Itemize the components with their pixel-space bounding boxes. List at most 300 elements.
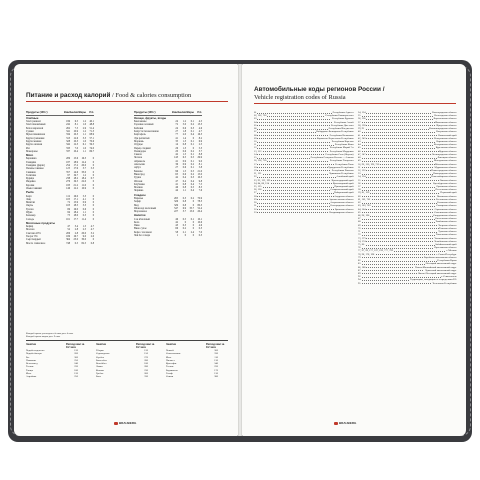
region-code: 83: [358, 262, 361, 266]
food-value: 0.1: [190, 159, 194, 163]
food-name: Вино сухое: [134, 227, 147, 231]
food-value: 15.6: [73, 157, 78, 161]
food-name: Груша: [134, 176, 142, 180]
region-code: 56: [358, 181, 361, 185]
region-code: 03: [254, 117, 257, 121]
food-value: 10.9: [73, 130, 78, 134]
food-value: 10.4: [73, 149, 78, 153]
region-code: 17: [254, 162, 257, 166]
exercise-name: Коньки: [96, 368, 104, 372]
food-name: Чай без сахара: [134, 234, 151, 238]
food-value: 18.4: [73, 210, 78, 214]
food-value: 41: [175, 159, 178, 163]
food-value: 5.8: [198, 166, 202, 170]
region-name: Амурская область: [334, 194, 354, 198]
food-value: 72: [67, 201, 70, 205]
region-code: 42, 142: [358, 136, 366, 140]
food-name: Щука: [26, 210, 33, 214]
calorie-note-fats: Каждый грамм жиров дает 9 ккал: [26, 335, 61, 339]
section-divider: [26, 340, 228, 341]
food-value: 334: [66, 133, 70, 137]
calorie-note: [26, 332, 73, 338]
exercise-kcal: 230: [144, 368, 148, 372]
region-code: 64, 164: [358, 207, 366, 211]
food-value: 1.5: [182, 169, 186, 173]
exercise-name: Теннис: [166, 365, 174, 369]
food-value: 2.0: [90, 234, 94, 238]
food-name: Творог 9%: [26, 234, 38, 238]
region-name: г. Севастополь: [441, 275, 457, 279]
food-value: 0: [92, 210, 94, 214]
food-value: 341: [66, 130, 70, 134]
region-code: 46: [358, 149, 361, 153]
region-name: Кабардино-Балкарская Республика: [316, 130, 354, 134]
food-value: 8.2: [198, 136, 202, 140]
food-name: Печень говяжья: [26, 167, 44, 171]
food-value: 6.1: [82, 143, 86, 147]
food-name: Малина: [134, 186, 143, 190]
table-row: [26, 187, 94, 190]
food-name: Сушки: [26, 130, 34, 134]
food-value: 0.3: [82, 214, 86, 218]
region-name: Костромская область: [434, 143, 457, 147]
region-name: Челябинская область: [434, 239, 457, 243]
exercise-kcal: 120: [144, 349, 148, 352]
food-value: 1.3: [182, 139, 186, 143]
food-value: 78.3: [197, 200, 202, 204]
title-ru-right: Автомобильные коды регионов России: [254, 86, 381, 93]
region-name: Магаданская область: [433, 159, 457, 163]
table-row: [26, 242, 94, 245]
region-code: 13, 113: [254, 149, 262, 153]
food-value: 23.0: [73, 238, 78, 242]
food-value: 65: [175, 172, 178, 176]
food-value: 8.8: [198, 153, 202, 157]
region-name: Еврейская автономная область: [423, 255, 457, 259]
region-code: 37: [358, 120, 361, 124]
food-name: Сметана 20%: [26, 231, 41, 235]
food-name: Индейка: [26, 180, 36, 184]
exercise-name: Садоводство: [96, 352, 110, 356]
food-name: Зефир: [134, 200, 141, 204]
food-name: Абрикосы: [134, 159, 146, 163]
exercise-kcal: 300: [214, 349, 218, 352]
food-value: 43: [175, 224, 178, 228]
region-code: 38, 138: [358, 123, 366, 127]
food-value: 35: [175, 139, 178, 143]
food-value: 242: [66, 123, 70, 127]
food-name: Клубника: [134, 182, 145, 186]
region-code: 74, 174: [358, 239, 366, 243]
region-code: 27: [254, 191, 257, 195]
exercise-kcal: 250: [74, 375, 78, 379]
region-code: 71: [358, 230, 361, 234]
exercise-header-kcal: Расход ккал за 1/2 часа: [206, 343, 225, 349]
region-name: Чувашская Республика: [328, 172, 354, 176]
region-code: 66, 96, 196: [358, 214, 370, 217]
exercise-name: Гребля: [96, 372, 104, 376]
region-name: Калужская область: [436, 130, 457, 134]
food-value: 0.5: [190, 156, 194, 160]
food-value: 13.3: [197, 123, 202, 127]
food-value: 2.1: [182, 230, 186, 234]
exercise-name: Йога: [26, 372, 32, 376]
exercise-kcal: 270: [144, 355, 148, 359]
food-value: 6.9: [182, 206, 186, 210]
food-name: Бананы: [134, 169, 143, 173]
region-code: 69: [358, 223, 361, 227]
food-value: 3.4: [74, 225, 78, 229]
region-name: Республика Калмыкия: [329, 133, 354, 137]
food-value: 0.6: [182, 149, 186, 153]
food-value: 199: [66, 120, 70, 124]
region-code: 36, 136: [358, 117, 366, 121]
exercise-table-column-3: [166, 343, 226, 379]
food-value: 0.1: [190, 120, 194, 124]
region-name: Новгородская область: [433, 172, 457, 176]
food-value: 10.3: [197, 176, 202, 180]
food-value: 2.5: [198, 143, 202, 147]
food-name: Черника: [134, 189, 144, 193]
region-code: 33: [254, 210, 257, 214]
food-value: 0.5: [190, 169, 194, 173]
food-value: 0.1: [190, 139, 194, 143]
region-name: Ненецкий автономный округ: [425, 262, 457, 266]
food-value: 6.5: [74, 120, 78, 124]
region-code: 68: [358, 220, 361, 224]
food-value: 17.2: [73, 163, 78, 167]
food-value: 0: [92, 187, 94, 191]
region-name: Псковская область: [436, 194, 457, 198]
table-header-cell: Ккал: [172, 111, 178, 114]
region-name: Кемеровская область: [434, 136, 457, 140]
region-name: Владимирская область: [329, 210, 354, 214]
food-value: 10.6: [197, 220, 202, 224]
food-value: 2.5: [82, 228, 86, 232]
region-name: Республика Бурятия: [331, 117, 354, 121]
food-value: 16.7: [73, 234, 78, 238]
region-name: Республика Адыгея: [332, 111, 354, 114]
food-table-column-2: [134, 110, 202, 237]
food-name: Масло сливочное: [26, 241, 46, 245]
food-value: 21.0: [197, 169, 202, 173]
region-name: Воронежская область: [433, 117, 457, 121]
region-name: Республика Карелия: [331, 139, 354, 143]
food-value: 0.2: [190, 163, 194, 167]
exercise-name: Бадминтон: [166, 368, 178, 372]
exercise-header-kcal: Расход ккал за 1/2 часа: [66, 343, 85, 349]
region-code: 23, 93, 123, 193: [254, 178, 271, 182]
region-name: г. Санкт-Петербург: [436, 252, 457, 256]
exercise-kcal: 180: [144, 362, 148, 366]
food-value: 1.5: [182, 153, 186, 157]
exercise-name: Пилатес: [166, 358, 175, 362]
food-value: 0.2: [190, 149, 194, 153]
food-value: 209: [66, 157, 70, 161]
food-value: 18.5: [73, 204, 78, 208]
food-name: Капуста белокочанная: [134, 130, 159, 134]
food-name: Варенье: [134, 196, 144, 200]
food-value: 69: [67, 207, 70, 211]
food-value: 16.0: [73, 207, 78, 211]
food-value: 4.7: [90, 228, 94, 232]
table-row: [134, 234, 202, 237]
food-value: 0.3: [198, 234, 202, 238]
region-code: 07: [254, 130, 257, 134]
food-value: 0.4: [182, 176, 186, 180]
region-name: Хабаровский край: [334, 191, 354, 195]
table-header-cell: Угл.: [197, 111, 202, 114]
food-value: 227: [174, 210, 178, 214]
food-value: 547: [174, 206, 178, 210]
food-value: 0: [192, 146, 194, 150]
food-value: 0: [192, 224, 194, 228]
food-value: 17.1: [73, 197, 78, 201]
food-value: 333: [66, 146, 70, 150]
food-value: 342: [66, 143, 70, 147]
food-value: 1.2: [82, 120, 86, 124]
food-value: 17.7: [73, 217, 78, 221]
food-name: Крупа манная: [26, 139, 42, 143]
food-value: 103: [66, 204, 70, 208]
exercise-kcal: 150: [144, 352, 148, 356]
food-value: 0: [192, 234, 194, 238]
food-name: Апельсин: [134, 163, 145, 167]
food-name: Пиво: [134, 224, 140, 228]
table-header-cell: Белки: [70, 111, 78, 114]
exercise-name: Уборка: [96, 349, 104, 352]
region-code: 31: [254, 204, 257, 208]
food-value: 18.0: [73, 214, 78, 218]
table-section-title: Хлебные: [26, 116, 39, 120]
region-code: 53: [358, 172, 361, 176]
brand-name: BRAUBERG: [119, 421, 137, 425]
exercise-table-column-2: [96, 343, 156, 379]
region-name: Республика Марий Эл: [329, 146, 354, 150]
food-value: 143: [174, 156, 178, 160]
food-name: Арбуз: [134, 166, 141, 170]
region-code: 02, 102, 702: [254, 114, 267, 118]
food-value: 0.1: [190, 143, 194, 147]
food-value: 41: [175, 182, 178, 186]
title-separator: /: [110, 92, 116, 99]
region-name: Тюменская область: [435, 233, 457, 237]
region-name: Ямало-Ненецкий автономный округ: [417, 271, 457, 275]
food-value: 0.6: [182, 166, 186, 170]
food-name: Хлеб ржаной: [26, 120, 41, 124]
food-value: 74.0: [89, 146, 94, 150]
region-code: 45: [358, 146, 361, 150]
food-value: 36: [175, 163, 178, 167]
food-value: 9.8: [198, 179, 202, 183]
food-name: Баклажаны: [134, 120, 147, 124]
exercise-kcal: 280: [144, 358, 148, 362]
page-title: [26, 92, 191, 100]
food-value: 4.1: [82, 197, 86, 201]
food-value: 59.5: [89, 143, 94, 147]
exercise-name: Теннис: [26, 365, 34, 369]
food-value: 11.4: [81, 217, 86, 221]
food-value: 12.6: [73, 136, 78, 140]
food-value: 84: [67, 210, 70, 214]
food-table-column-1: [26, 110, 94, 245]
food-value: 7.6: [198, 189, 202, 193]
food-name: Свинина: [26, 170, 36, 174]
food-value: 0: [92, 204, 94, 208]
food-value: 9.0: [198, 159, 202, 163]
food-value: 0.6: [182, 172, 186, 176]
food-value: 1.0: [82, 123, 86, 127]
exercise-header-kcal: Расход ккал за 1/2 часа: [136, 343, 155, 349]
region-name: Республика Башкортостан: [325, 114, 354, 118]
food-value: 42: [175, 153, 178, 157]
exercise-kcal: 330: [144, 375, 148, 379]
food-name: Сок яблочный: [134, 217, 150, 221]
food-value: 18.4: [81, 177, 86, 181]
food-name: Мед: [134, 203, 139, 207]
food-value: 0.4: [190, 179, 194, 183]
food-value: 24: [175, 120, 178, 124]
region-name: Свердловская область: [433, 214, 457, 217]
region-name: Тамбовская область: [435, 220, 457, 224]
food-value: 6.5: [182, 156, 186, 160]
food-value: 22.0: [81, 180, 86, 184]
food-name: Мука пшеничная: [26, 133, 45, 137]
region-code: 51: [358, 165, 361, 169]
food-value: 161: [66, 217, 70, 221]
exercise-name: Бег: [26, 355, 30, 359]
region-code: 35: [358, 114, 361, 118]
food-value: 0: [184, 234, 186, 238]
region-name: Удмуртская Республика: [328, 165, 354, 169]
food-value: 2.4: [190, 230, 194, 234]
food-value: 357: [66, 170, 70, 174]
exercise-kcal: 110: [214, 355, 218, 359]
region-code: 86, 186: [358, 265, 366, 269]
food-value: 2.8: [74, 231, 78, 235]
exercise-name: Аэробика: [26, 375, 37, 379]
food-name: Кофе с молоком: [134, 230, 152, 234]
food-value: 0.4: [190, 133, 194, 137]
food-value: 0.3: [182, 224, 186, 228]
food-value: 27: [175, 130, 178, 134]
region-code: 06: [254, 127, 257, 131]
food-value: 72: [175, 123, 178, 127]
food-value: 105: [66, 197, 70, 201]
table-row: [26, 150, 94, 153]
region-code: 78, 98, 178, 198: [358, 252, 375, 256]
food-value: 125: [66, 167, 70, 171]
region-name: Ярославская область: [434, 246, 457, 250]
title-en-right: Vehicle registration codes of Russia: [254, 93, 346, 101]
food-value: 70.9: [197, 196, 202, 200]
food-value: 11.0: [81, 183, 86, 187]
region-name: Ленинградская область: [431, 152, 457, 156]
food-value: 77: [175, 133, 178, 137]
food-value: 19.7: [73, 173, 78, 177]
food-value: 97: [67, 173, 70, 177]
brand-logo-right: [334, 421, 356, 425]
food-value: 0.2: [190, 196, 194, 200]
food-value: 329: [174, 203, 178, 207]
region-name: Курганская область: [435, 146, 457, 150]
food-value: 5.3: [82, 194, 86, 198]
food-value: 5.3: [198, 146, 202, 150]
food-value: 2.0: [182, 133, 186, 137]
food-name: Макароны: [26, 149, 38, 153]
region-name: Республика Коми: [334, 143, 354, 147]
food-name: Картофель: [134, 133, 146, 137]
region-code: 72: [358, 233, 361, 237]
food-value: 7.5: [74, 126, 78, 130]
exercise-name: Йога: [166, 355, 172, 359]
food-value: 0: [92, 238, 94, 242]
food-value: 0: [92, 207, 94, 211]
food-value: 265: [174, 196, 178, 200]
food-value: 35.7: [189, 206, 194, 210]
region-code: 59, 81, 159: [358, 191, 370, 195]
food-value: 0: [184, 220, 186, 224]
region-name: Чукотский автономный округ: [424, 268, 457, 272]
food-value: 1.5: [82, 225, 86, 229]
table-section-title: Напитки: [134, 213, 146, 218]
exercise-kcal: 250: [74, 358, 78, 362]
region-name: Ульяновская область: [434, 236, 457, 240]
food-value: 58: [175, 230, 178, 234]
region-code: 77, 97, 99, 177, 197, 199, 777, 799: [358, 249, 393, 253]
food-value: 0.3: [198, 227, 202, 231]
exercise-kcal: 120: [74, 372, 78, 376]
food-value: 0.4: [190, 182, 194, 186]
food-value: 0.6: [82, 207, 86, 211]
food-value: 20.0: [81, 231, 86, 235]
table-section-title: Молочные продукты: [26, 220, 55, 225]
food-value: 9.0: [82, 234, 86, 238]
food-value: 0.8: [182, 143, 186, 147]
region-code: 04: [254, 120, 257, 124]
exercise-name: Гольф: [166, 372, 173, 376]
food-name: Кабачки: [134, 126, 144, 130]
region-code: 82: [358, 259, 361, 263]
food-value: 10.3: [73, 139, 78, 143]
food-value: 3.7: [82, 167, 86, 171]
food-name: Батон нарезной: [26, 126, 44, 130]
food-name: Яблоки: [134, 179, 143, 183]
food-value: 169: [66, 234, 70, 238]
food-value: 66: [175, 227, 178, 231]
food-value: 1.1: [82, 210, 86, 214]
food-value: 70.6: [89, 139, 94, 143]
food-name: Телятина: [26, 173, 37, 177]
region-code: 21, 121: [254, 172, 262, 176]
region-name: Калининградская область: [429, 127, 457, 131]
region-name: Рязанская область: [437, 201, 457, 205]
table-section-title: Овощи, фрукты, ягоды: [134, 116, 167, 120]
region-code: 44: [358, 143, 361, 147]
food-name: Кола: [134, 220, 140, 224]
exercise-name: Скалолазание: [166, 352, 181, 356]
region-code: 54, 154: [358, 175, 366, 179]
food-value: 276: [66, 180, 70, 184]
region-code: 14: [254, 152, 257, 156]
region-code: 29: [254, 197, 257, 201]
region-code: 75, 80: [358, 242, 365, 246]
food-value: 0.8: [182, 200, 186, 204]
title-underline: [26, 101, 228, 102]
food-value: 30.0: [81, 238, 86, 242]
region-code: 65: [358, 210, 361, 214]
exercise-header-activity: Занятие: [26, 343, 37, 346]
